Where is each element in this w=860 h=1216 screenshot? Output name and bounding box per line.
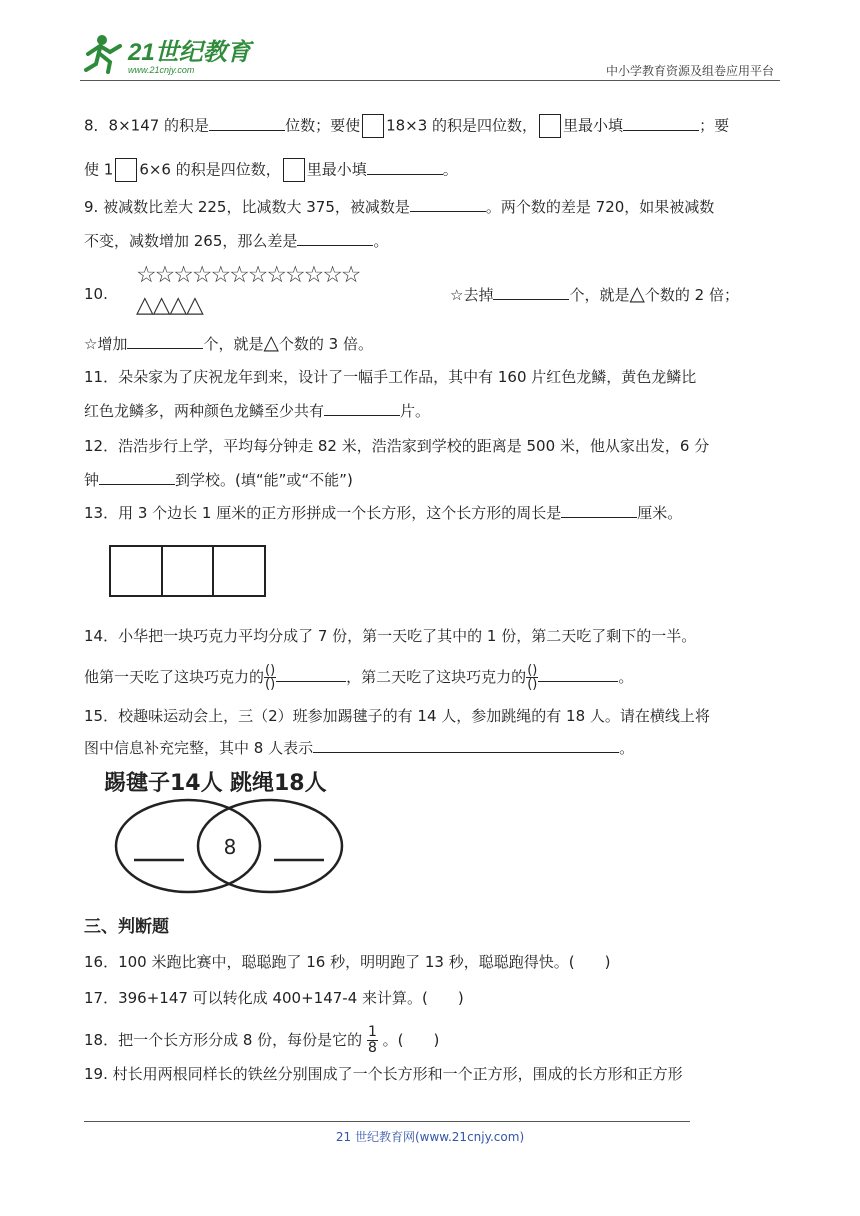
question-15-line-2: 图中信息补充完整，其中 8 人表示 。 — [84, 739, 635, 757]
digit-box[interactable] — [115, 158, 137, 182]
question-13-line-1: 13．用 3 个边长 1 厘米的正方形拼成一个长方形，这个长方形的周长是 厘米。 — [84, 504, 683, 522]
question-11-line-2: 红色龙鳞多，两种颜色龙鳞至少共有 片。 — [84, 402, 431, 420]
venn-left-label: 踢毽子14人 — [104, 771, 223, 796]
question-15-line-1: 15．校趣味运动会上，三（2）班参加踢毽子的有 14 人，参加跳绳的有 18 人。请在横线上将 — [84, 707, 710, 725]
fraction-blank[interactable]: $\frac{()}{()}$ — [527, 663, 538, 692]
fraction-blank[interactable]: $\frac{()}{()}$ — [265, 663, 276, 692]
question-16: 16．100 米跑比赛中，聪聪跑了 16 秒，明明跑了 13 秒，聪聪跑得快。( ) — [84, 953, 611, 971]
venn-right-label: 跳绳18人 — [230, 771, 327, 796]
venn-center-value: 8 — [223, 835, 237, 859]
triangle-icon: △ — [263, 330, 279, 354]
answer-blank[interactable] — [324, 401, 400, 416]
stars-row: ☆☆☆☆☆☆☆☆☆☆☆☆ — [136, 262, 360, 288]
question-14-line-1: 14．小华把一块巧克力平均分成了 7 份，第一天吃了其中的 1 份，第二天吃了剩下的一半。 — [84, 627, 697, 645]
question-19: 19. 村长用两根同样长的铁丝分别围成了一个长方形和一个正方形，围成的长方形和正方形 — [84, 1065, 683, 1083]
question-10-line-1: ☆去掉 个，就是△个数的 2 倍； — [450, 281, 739, 305]
venn-left-circle — [116, 800, 260, 892]
digit-box[interactable] — [283, 158, 305, 182]
venn-diagram — [104, 762, 354, 896]
answer-blank[interactable] — [99, 470, 175, 485]
answer-blank[interactable] — [538, 667, 618, 682]
answer-blank[interactable] — [367, 160, 443, 175]
answer-blank[interactable] — [561, 503, 637, 518]
question-9-line-2: 不变，减数增加 265，那么差是 。 — [84, 232, 389, 250]
question-12-line-1: 12．浩浩步行上学，平均每分钟走 82 米，浩浩家到学校的距离是 500 米，他从家出发，6 分 — [84, 437, 710, 455]
digit-box[interactable] — [362, 114, 384, 138]
logo-url: www.21cnjy.com — [128, 65, 195, 75]
section-heading: 三、判断题 — [84, 917, 169, 937]
question-18: 18．把一个长方形分成 8 份，每份是它的 $\frac{1}{8}$ 。( ) — [84, 1024, 440, 1056]
fraction: $\frac{1}{8}$ — [367, 1024, 377, 1056]
answer-blank[interactable] — [313, 738, 619, 753]
three-squares-figure — [108, 544, 268, 598]
question-14-line-2: 他第一天吃了这块巧克力的 $\frac{()}{()}$ ，第二天吃了这块巧克力的 $\frac{()}{()}$ 。 — [84, 663, 634, 692]
question-12-line-2: 钟 到学校。(填“能”或“不能”) — [84, 471, 353, 489]
question-17: 17．396+147 可以转化成 400+147-4 来计算。( ) — [84, 989, 464, 1007]
header-platform-text: 中小学教育资源及组卷应用平台 — [605, 64, 774, 78]
footer-divider — [84, 1121, 690, 1122]
answer-blank[interactable] — [410, 197, 486, 212]
answer-blank[interactable] — [127, 334, 203, 349]
runner-icon — [86, 35, 120, 72]
triangles-row: △△△△ — [136, 292, 203, 318]
question-8-line-2: 使 1 6×6 的积是四位数， 里最小填 。 — [84, 158, 458, 182]
digit-box[interactable] — [539, 114, 561, 138]
logo-text: 21世纪教育 — [128, 39, 251, 66]
question-8-line-1: 8．8×147 的积是 位数；要使 18×3 的积是四位数， 里最小填 ；要 — [84, 114, 729, 138]
question-11-line-1: 11．朵朵家为了庆祝龙年到来，设计了一幅手工作品，其中有 160 片红色龙鳞，黄色龙鳞比 — [84, 368, 697, 386]
rectangle-outline — [110, 546, 265, 596]
question-10-number: 10. — [84, 285, 108, 303]
question-10-line-2: ☆增加 个，就是△个数的 3 倍。 — [84, 330, 373, 354]
answer-blank[interactable] — [493, 285, 569, 300]
answer-blank[interactable] — [297, 231, 373, 246]
header-divider — [80, 80, 780, 81]
question-9-line-1: 9. 被减数比差大 225，比减数大 375，被减数是 。两个数的差是 720，如果被减数 — [84, 198, 715, 216]
venn-right-circle — [198, 800, 342, 892]
answer-blank[interactable] — [623, 116, 699, 131]
footer-text[interactable]: 21 世纪教育网(www.21cnjy.com) — [335, 1130, 525, 1144]
answer-blank[interactable] — [276, 667, 346, 682]
answer-blank[interactable] — [209, 116, 285, 131]
logo — [80, 32, 260, 76]
triangle-icon: △ — [629, 281, 645, 305]
